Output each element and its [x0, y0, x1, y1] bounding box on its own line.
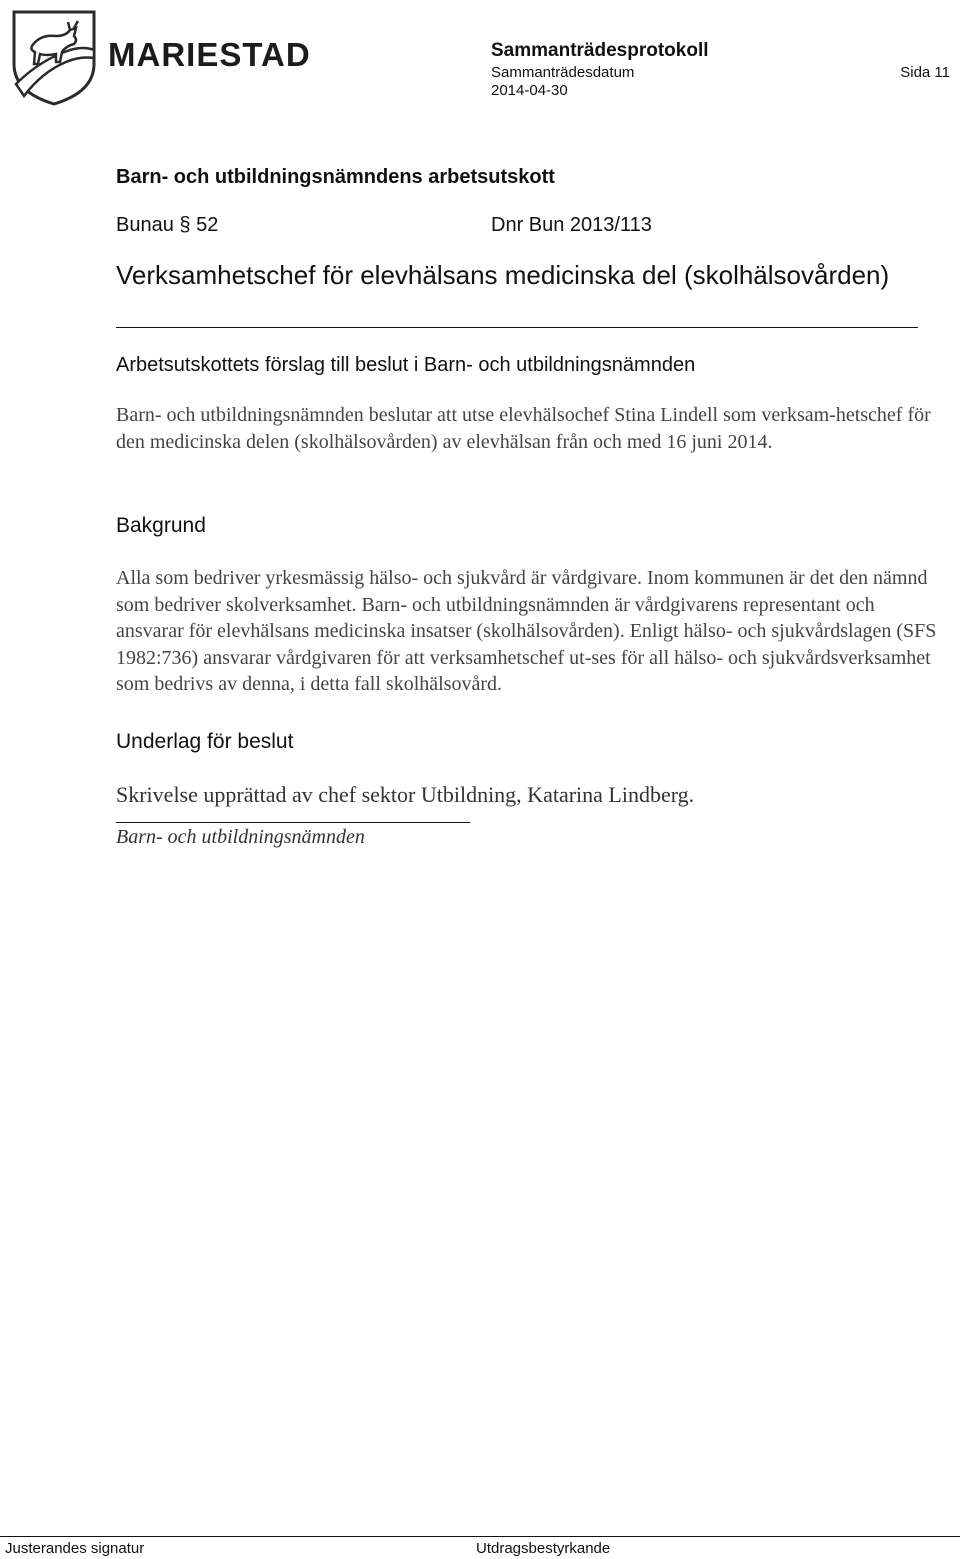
proposal-text: Barn- och utbildningsnämnden beslutar att utse elevhälsochef Stina Lindell som verksam-hetschef för den medicinska delen (skolhälsovården) av elevhälsan från och med 16 juni 2014.	[116, 404, 931, 453]
footer-signature-label: Justerandes signatur	[5, 1540, 145, 1557]
case-reference: Bunau § 52	[116, 214, 219, 236]
background-heading: Bakgrund	[116, 514, 206, 537]
case-title: Verksamhetschef för elevhälsans medicinska del (skolhälsovården)	[116, 260, 890, 290]
document-type: Sammanträdesprotokoll	[491, 40, 709, 61]
basis-heading: Underlag för beslut	[116, 730, 294, 753]
case-diary-number: Dnr Bun 2013/113	[491, 214, 652, 236]
coat-of-arms-icon	[10, 6, 102, 106]
footer-certification-label: Utdragsbestyrkande	[476, 1540, 611, 1557]
basis-text: Skrivelse upprättad av chef sektor Utbildning, Katarina Lindberg.	[116, 782, 695, 807]
meeting-date: 2014-04-30	[491, 82, 568, 99]
page-number: Sida 11	[900, 64, 950, 81]
background-text: Alla som bedriver yrkesmässig hälso- och sjukvård är vårdgivare. Inom kommunen är det den nämnd som bedriver skolverksamhet. Barn- och utbildningsnämnden är vårdgivarens representant och ansvarar för elevhälsans medicinska insatser (skolhälsovården). Enligt hälso- och sjukvårdslagen (SFS 1982:736) ansvarar vårdgivaren för att verksamhetschef ut-ses för all hälso- och sjukvårdsverksamhet som bedrivs av denna, i detta fall skolhälsovård.	[116, 567, 937, 695]
proposal-heading: Arbetsutskottets förslag till beslut i Barn- och utbildningsnämnden	[116, 354, 696, 376]
meeting-date-label: Sammanträdesdatum	[491, 64, 635, 81]
recipient-divider	[116, 822, 470, 823]
committee-name: Barn- och utbildningsnämndens arbetsutskott	[116, 166, 555, 188]
title-divider	[116, 327, 918, 328]
recipient: Barn- och utbildningsnämnden	[116, 826, 365, 848]
logo-wordmark: MARIESTAD	[108, 36, 311, 73]
footer-divider	[0, 1536, 960, 1537]
mariestad-logo	[10, 6, 311, 106]
